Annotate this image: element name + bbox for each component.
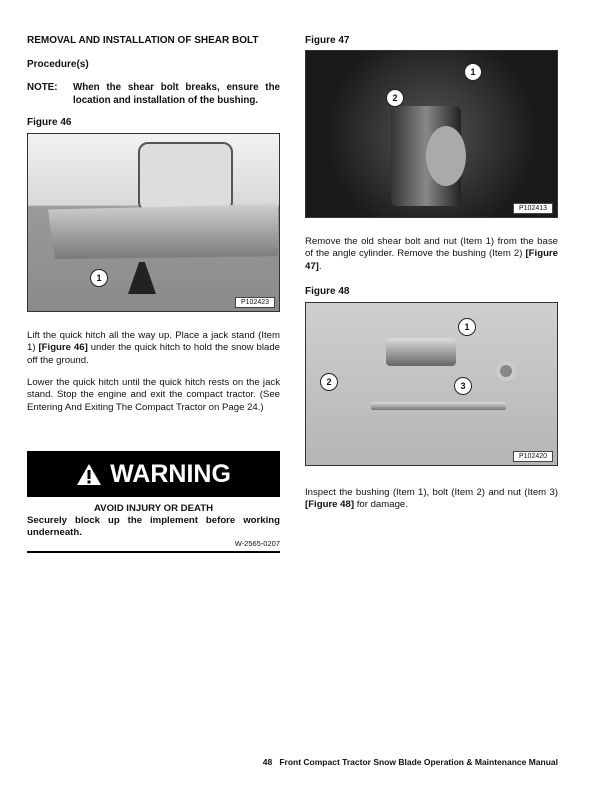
warning-text: Securely block up the implement before working underneath.	[27, 515, 280, 539]
warning-heading: AVOID INJURY OR DEATH	[93, 503, 214, 514]
page-number: 48	[262, 757, 273, 767]
callout-2: 2	[320, 373, 338, 391]
warning-title: WARNING	[110, 459, 231, 488]
photo-id: P102420	[513, 451, 553, 462]
photo-id: P102423	[235, 297, 275, 308]
callout-2: 2	[386, 89, 404, 107]
callout-1: 1	[458, 318, 476, 336]
figure-48-label: Figure 48	[305, 286, 350, 297]
figure-47-label: Figure 47	[305, 35, 350, 46]
divider	[27, 551, 280, 553]
figure-46-photo	[27, 133, 280, 312]
warning-code: W-2565-0207	[234, 539, 280, 548]
snow-blade	[48, 204, 278, 259]
callout-1: 1	[464, 63, 482, 81]
nut	[496, 361, 516, 381]
paragraph-2: Lower the quick hitch until the quick hitch rests on the jack stand. Stop the engine and exit the compact tractor. (See Entering And Exiting The Compact Tractor on Page 24.)	[27, 377, 280, 413]
note	[27, 82, 280, 107]
figure-47-photo	[305, 50, 558, 218]
figure-46-label: Figure 46	[27, 117, 72, 128]
photo-id: P102413	[513, 203, 553, 214]
callout-1: 1	[90, 269, 108, 287]
paragraph-4: Inspect the bushing (Item 1), bolt (Item 2) and nut (Item 3) [Figure 48] for damage.	[305, 487, 558, 511]
manual-title: Front Compact Tractor Snow Blade Operation & Maintenance Manual	[279, 757, 558, 767]
note-label: NOTE:	[27, 82, 58, 93]
cylinder-end	[426, 126, 466, 186]
page-footer	[263, 757, 558, 767]
jack-stand	[128, 262, 156, 294]
procedure-heading: Procedure(s)	[27, 59, 89, 70]
section-title: REMOVAL AND INSTALLATION OF SHEAR BOLT	[27, 35, 259, 46]
bushing	[386, 338, 456, 366]
paragraph-3: Remove the old shear bolt and nut (Item 1) from the base of the angle cylinder. Remove the bushing (Item 2) [Figure 47].	[305, 236, 558, 272]
warning-triangle-icon	[76, 463, 102, 486]
warning-banner	[27, 451, 280, 497]
bolt	[371, 402, 506, 410]
figure-48-photo	[305, 302, 558, 466]
callout-3: 3	[454, 377, 472, 395]
tractor	[138, 142, 233, 212]
paragraph-1: Lift the quick hitch all the way up. Place a jack stand (Item 1) [Figure 46] under the quick hitch to hold the snow blade off the ground.	[27, 330, 281, 366]
note-text: When the shear bolt breaks, ensure the location and installation of the bushing.	[73, 82, 280, 106]
